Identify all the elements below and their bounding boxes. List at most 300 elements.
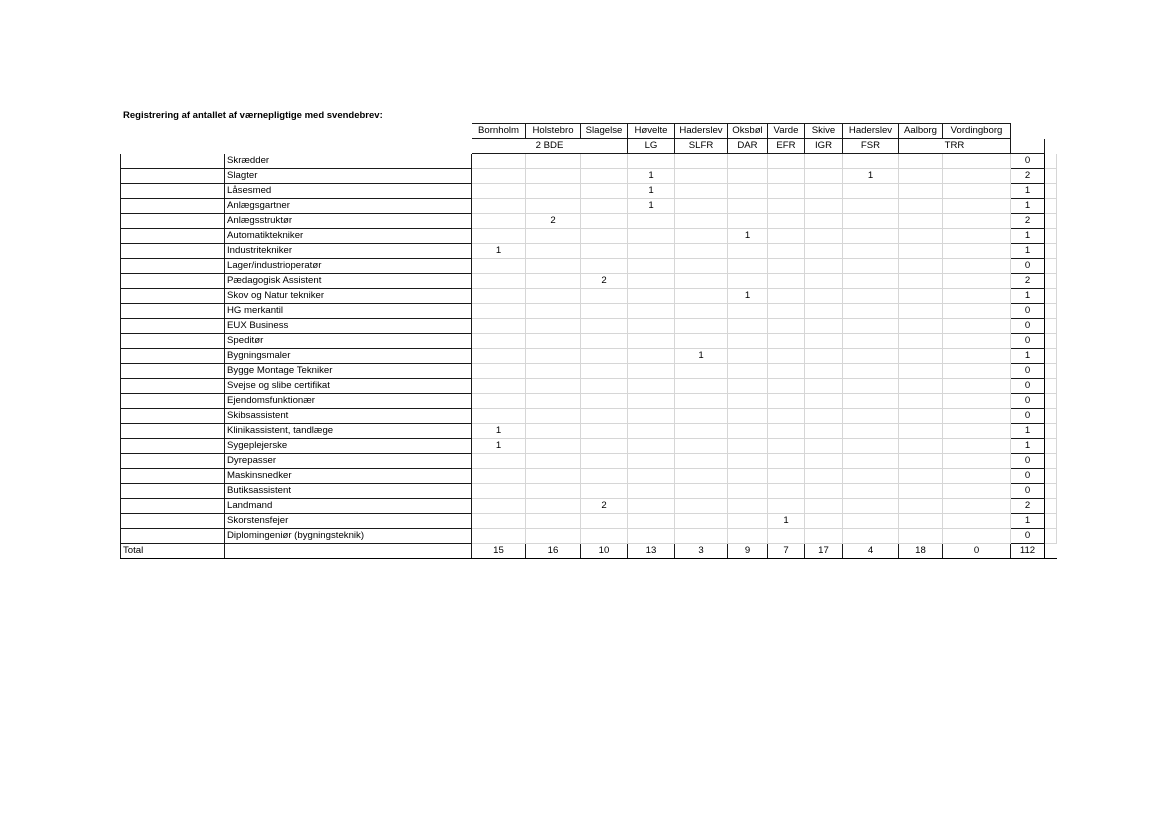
count-cell <box>843 154 899 169</box>
count-cell <box>628 349 675 364</box>
count-cell <box>768 424 805 439</box>
location-header-row <box>121 124 1057 139</box>
count-cell <box>899 304 943 319</box>
count-cell <box>843 454 899 469</box>
count-cell <box>805 349 843 364</box>
row-spacer <box>121 394 225 409</box>
blank-cell <box>121 124 225 139</box>
count-cell <box>843 214 899 229</box>
total-label: Total <box>121 544 225 559</box>
table-row <box>121 304 1057 319</box>
table-row <box>121 439 1057 454</box>
row-spacer <box>121 319 225 334</box>
count-cell <box>768 529 805 544</box>
count-cell: 1 <box>768 514 805 529</box>
count-cell <box>843 304 899 319</box>
row-spacer <box>121 259 225 274</box>
blank-cell <box>1045 304 1057 319</box>
count-cell <box>899 214 943 229</box>
count-cell: 1 <box>472 244 526 259</box>
blank-cell <box>1045 469 1057 484</box>
count-cell <box>581 304 628 319</box>
count-cell <box>805 169 843 184</box>
unit-header: 2 BDE <box>472 139 628 154</box>
count-cell <box>843 334 899 349</box>
blank-cell <box>1045 514 1057 529</box>
count-cell <box>581 469 628 484</box>
blank-cell <box>1045 424 1057 439</box>
count-cell <box>472 394 526 409</box>
count-cell <box>728 319 768 334</box>
count-cell <box>768 334 805 349</box>
trade-label: Diplomingeniør (bygningsteknik) <box>225 529 472 544</box>
row-sum: 1 <box>1011 424 1045 439</box>
table-row <box>121 364 1057 379</box>
unit-header-row <box>121 139 1057 154</box>
count-cell: 2 <box>581 274 628 289</box>
count-cell <box>943 319 1011 334</box>
count-cell <box>805 529 843 544</box>
count-cell <box>581 169 628 184</box>
location-header: Holstebro <box>526 124 581 139</box>
count-cell <box>675 514 728 529</box>
blank-cell <box>1045 169 1057 184</box>
count-cell <box>805 484 843 499</box>
count-cell <box>472 169 526 184</box>
count-cell <box>628 334 675 349</box>
count-cell <box>628 454 675 469</box>
trade-label: Svejse og slibe certifikat <box>225 379 472 394</box>
row-spacer <box>121 529 225 544</box>
count-cell <box>675 364 728 379</box>
count-cell <box>581 394 628 409</box>
row-spacer <box>121 409 225 424</box>
blank-cell <box>225 139 472 154</box>
blank-cell <box>1045 244 1057 259</box>
table-row <box>121 454 1057 469</box>
count-cell <box>728 379 768 394</box>
count-cell <box>628 244 675 259</box>
total-cell: 17 <box>805 544 843 559</box>
count-cell <box>526 304 581 319</box>
count-cell <box>768 379 805 394</box>
blank-cell <box>1045 259 1057 274</box>
table-row <box>121 394 1057 409</box>
count-cell <box>675 244 728 259</box>
count-cell <box>526 439 581 454</box>
table-row <box>121 274 1057 289</box>
blank-cell <box>1045 214 1057 229</box>
total-cell: 16 <box>526 544 581 559</box>
count-cell <box>728 484 768 499</box>
trade-label: Butiksassistent <box>225 484 472 499</box>
count-cell <box>728 364 768 379</box>
count-cell <box>581 334 628 349</box>
count-cell <box>675 499 728 514</box>
count-cell <box>581 529 628 544</box>
row-sum: 1 <box>1011 229 1045 244</box>
count-cell <box>472 469 526 484</box>
count-cell <box>526 394 581 409</box>
unit-header: TRR <box>899 139 1011 154</box>
count-cell <box>675 424 728 439</box>
count-cell <box>805 184 843 199</box>
count-cell <box>675 409 728 424</box>
count-cell <box>628 394 675 409</box>
count-cell <box>768 169 805 184</box>
count-cell: 1 <box>472 439 526 454</box>
table-row <box>121 349 1057 364</box>
count-cell <box>472 229 526 244</box>
count-cell <box>472 334 526 349</box>
count-cell <box>526 514 581 529</box>
count-cell <box>581 484 628 499</box>
count-cell <box>899 229 943 244</box>
trade-label: Automatiktekniker <box>225 229 472 244</box>
blank-cell <box>1045 334 1057 349</box>
location-header: Haderslev <box>843 124 899 139</box>
count-cell <box>768 319 805 334</box>
total-cell: 0 <box>943 544 1011 559</box>
count-cell <box>805 334 843 349</box>
blank-cell <box>1045 364 1057 379</box>
count-cell <box>843 349 899 364</box>
count-cell <box>843 424 899 439</box>
location-header: Aalborg <box>899 124 943 139</box>
count-cell <box>728 409 768 424</box>
blank-cell <box>1045 499 1057 514</box>
blank-cell <box>1045 484 1057 499</box>
location-header: Vordingborg <box>943 124 1011 139</box>
table-row <box>121 259 1057 274</box>
count-cell <box>472 214 526 229</box>
count-cell <box>581 409 628 424</box>
count-cell <box>675 229 728 244</box>
count-cell: 1 <box>472 424 526 439</box>
table-row <box>121 169 1057 184</box>
count-cell <box>899 484 943 499</box>
row-sum: 2 <box>1011 214 1045 229</box>
count-cell <box>943 394 1011 409</box>
count-cell <box>526 379 581 394</box>
count-cell <box>675 439 728 454</box>
count-cell: 1 <box>628 169 675 184</box>
row-spacer <box>121 184 225 199</box>
count-cell <box>628 274 675 289</box>
count-cell <box>768 199 805 214</box>
count-cell <box>526 169 581 184</box>
count-cell <box>581 439 628 454</box>
trade-label: Ejendomsfunktionær <box>225 394 472 409</box>
count-cell <box>899 499 943 514</box>
table-row <box>121 529 1057 544</box>
count-cell: 2 <box>581 499 628 514</box>
count-cell: 1 <box>728 229 768 244</box>
count-cell <box>843 529 899 544</box>
count-cell <box>728 214 768 229</box>
count-cell <box>526 244 581 259</box>
count-cell <box>768 409 805 424</box>
total-cell: 3 <box>675 544 728 559</box>
table-row <box>121 244 1057 259</box>
count-cell <box>628 529 675 544</box>
count-cell <box>943 334 1011 349</box>
count-cell <box>728 439 768 454</box>
count-cell <box>472 259 526 274</box>
trade-label: Bygge Montage Tekniker <box>225 364 472 379</box>
table-row <box>121 319 1057 334</box>
count-cell <box>843 199 899 214</box>
trade-label: Anlægsstruktør <box>225 214 472 229</box>
trade-label: Maskinsnedker <box>225 469 472 484</box>
count-cell <box>805 454 843 469</box>
row-sum: 0 <box>1011 319 1045 334</box>
row-sum: 0 <box>1011 409 1045 424</box>
count-cell <box>899 169 943 184</box>
count-cell <box>526 454 581 469</box>
count-cell <box>899 274 943 289</box>
count-cell <box>675 319 728 334</box>
count-cell <box>768 304 805 319</box>
count-cell <box>768 259 805 274</box>
count-cell: 1 <box>628 184 675 199</box>
blank-cell <box>1045 529 1057 544</box>
count-cell <box>843 244 899 259</box>
count-cell <box>899 199 943 214</box>
row-sum: 0 <box>1011 304 1045 319</box>
trade-label: Speditør <box>225 334 472 349</box>
count-cell <box>768 244 805 259</box>
count-cell <box>768 484 805 499</box>
count-cell <box>843 484 899 499</box>
count-cell <box>943 244 1011 259</box>
count-cell <box>472 529 526 544</box>
row-spacer <box>121 349 225 364</box>
blank-cell <box>1045 289 1057 304</box>
count-cell <box>899 334 943 349</box>
table-row <box>121 469 1057 484</box>
count-cell <box>581 214 628 229</box>
trade-label: Landmand <box>225 499 472 514</box>
trade-label: Skibsassistent <box>225 409 472 424</box>
count-cell <box>843 184 899 199</box>
count-cell <box>526 364 581 379</box>
count-cell <box>581 424 628 439</box>
trade-label: Sygeplejerske <box>225 439 472 454</box>
blank-cell <box>1045 409 1057 424</box>
unit-header: SLFR <box>675 139 728 154</box>
blank-cell <box>1045 184 1057 199</box>
count-cell <box>943 499 1011 514</box>
table-row <box>121 214 1057 229</box>
count-cell <box>581 184 628 199</box>
row-spacer <box>121 334 225 349</box>
count-cell <box>943 364 1011 379</box>
count-cell <box>943 259 1011 274</box>
count-cell <box>843 439 899 454</box>
row-spacer <box>121 484 225 499</box>
location-header: Varde <box>768 124 805 139</box>
blank-cell <box>1045 319 1057 334</box>
count-cell <box>675 469 728 484</box>
count-cell <box>728 304 768 319</box>
count-cell <box>675 199 728 214</box>
trade-label: Anlægsgartner <box>225 199 472 214</box>
count-cell <box>805 304 843 319</box>
count-cell <box>472 409 526 424</box>
count-cell: 1 <box>728 289 768 304</box>
row-spacer <box>121 379 225 394</box>
count-cell <box>899 439 943 454</box>
count-cell <box>581 319 628 334</box>
count-cell <box>805 514 843 529</box>
count-cell <box>526 319 581 334</box>
count-cell <box>899 259 943 274</box>
count-cell <box>943 214 1011 229</box>
trade-label: HG merkantil <box>225 304 472 319</box>
count-cell: 2 <box>526 214 581 229</box>
row-sum: 0 <box>1011 529 1045 544</box>
count-cell <box>843 274 899 289</box>
trade-label: Slagter <box>225 169 472 184</box>
count-cell <box>843 499 899 514</box>
count-cell <box>768 349 805 364</box>
row-spacer <box>121 514 225 529</box>
count-cell <box>728 499 768 514</box>
row-sum: 2 <box>1011 169 1045 184</box>
count-cell <box>843 379 899 394</box>
blank-cell <box>1045 229 1057 244</box>
count-cell <box>472 184 526 199</box>
count-cell <box>675 394 728 409</box>
count-cell <box>843 409 899 424</box>
row-sum: 0 <box>1011 394 1045 409</box>
count-cell <box>728 334 768 349</box>
row-spacer <box>121 229 225 244</box>
unit-header: EFR <box>768 139 805 154</box>
table-row <box>121 424 1057 439</box>
count-cell <box>628 424 675 439</box>
location-header: Høvelte <box>628 124 675 139</box>
count-cell <box>675 529 728 544</box>
count-cell <box>472 364 526 379</box>
count-cell <box>675 259 728 274</box>
count-cell <box>728 514 768 529</box>
total-cell: 13 <box>628 544 675 559</box>
count-cell <box>472 289 526 304</box>
blank-cell <box>1045 274 1057 289</box>
location-header: Haderslev <box>675 124 728 139</box>
total-cell: 15 <box>472 544 526 559</box>
trade-label: Bygningsmaler <box>225 349 472 364</box>
count-cell <box>581 259 628 274</box>
total-cell: 18 <box>899 544 943 559</box>
row-sum: 1 <box>1011 289 1045 304</box>
count-cell <box>728 394 768 409</box>
row-sum: 0 <box>1011 379 1045 394</box>
count-cell <box>472 274 526 289</box>
count-cell <box>526 424 581 439</box>
count-cell <box>472 514 526 529</box>
count-cell <box>728 184 768 199</box>
count-cell <box>805 154 843 169</box>
count-cell <box>805 274 843 289</box>
count-cell <box>805 409 843 424</box>
row-sum: 0 <box>1011 154 1045 169</box>
count-cell <box>943 154 1011 169</box>
count-cell <box>805 214 843 229</box>
count-cell <box>843 259 899 274</box>
count-cell <box>581 199 628 214</box>
count-cell <box>526 409 581 424</box>
count-cell <box>943 484 1011 499</box>
count-cell <box>943 304 1011 319</box>
count-cell <box>943 409 1011 424</box>
table-row <box>121 484 1057 499</box>
count-cell <box>768 274 805 289</box>
count-cell <box>805 364 843 379</box>
total-cell: 9 <box>728 544 768 559</box>
blank-cell <box>1045 439 1057 454</box>
count-cell <box>581 229 628 244</box>
count-cell <box>943 454 1011 469</box>
total-cell: 4 <box>843 544 899 559</box>
location-header: Slagelse <box>581 124 628 139</box>
count-cell <box>526 529 581 544</box>
count-cell <box>675 274 728 289</box>
count-cell <box>843 469 899 484</box>
count-cell <box>943 469 1011 484</box>
unit-header: LG <box>628 139 675 154</box>
row-spacer <box>121 469 225 484</box>
count-cell <box>843 229 899 244</box>
row-spacer <box>121 214 225 229</box>
row-spacer <box>121 364 225 379</box>
count-cell <box>805 424 843 439</box>
trade-label: Skrædder <box>225 154 472 169</box>
count-cell <box>768 439 805 454</box>
row-spacer <box>121 304 225 319</box>
count-cell <box>728 454 768 469</box>
table-row <box>121 289 1057 304</box>
trade-label: EUX Business <box>225 319 472 334</box>
blank-cell <box>1045 454 1057 469</box>
location-header: Oksbøl <box>728 124 768 139</box>
count-cell <box>943 514 1011 529</box>
count-cell <box>805 499 843 514</box>
count-cell <box>805 199 843 214</box>
count-cell <box>675 289 728 304</box>
count-cell <box>943 229 1011 244</box>
blank-cell <box>225 124 472 139</box>
count-cell <box>899 319 943 334</box>
count-cell <box>728 199 768 214</box>
blank-cell <box>1045 379 1057 394</box>
count-cell <box>675 154 728 169</box>
count-cell <box>628 289 675 304</box>
total-row <box>121 544 1057 559</box>
count-cell <box>805 244 843 259</box>
count-cell <box>526 499 581 514</box>
blank-cell <box>121 139 225 154</box>
count-cell <box>628 409 675 424</box>
count-cell <box>526 199 581 214</box>
count-cell <box>843 319 899 334</box>
count-cell: 1 <box>675 349 728 364</box>
count-cell: 1 <box>843 169 899 184</box>
total-cell: 7 <box>768 544 805 559</box>
trade-label: Industritekniker <box>225 244 472 259</box>
